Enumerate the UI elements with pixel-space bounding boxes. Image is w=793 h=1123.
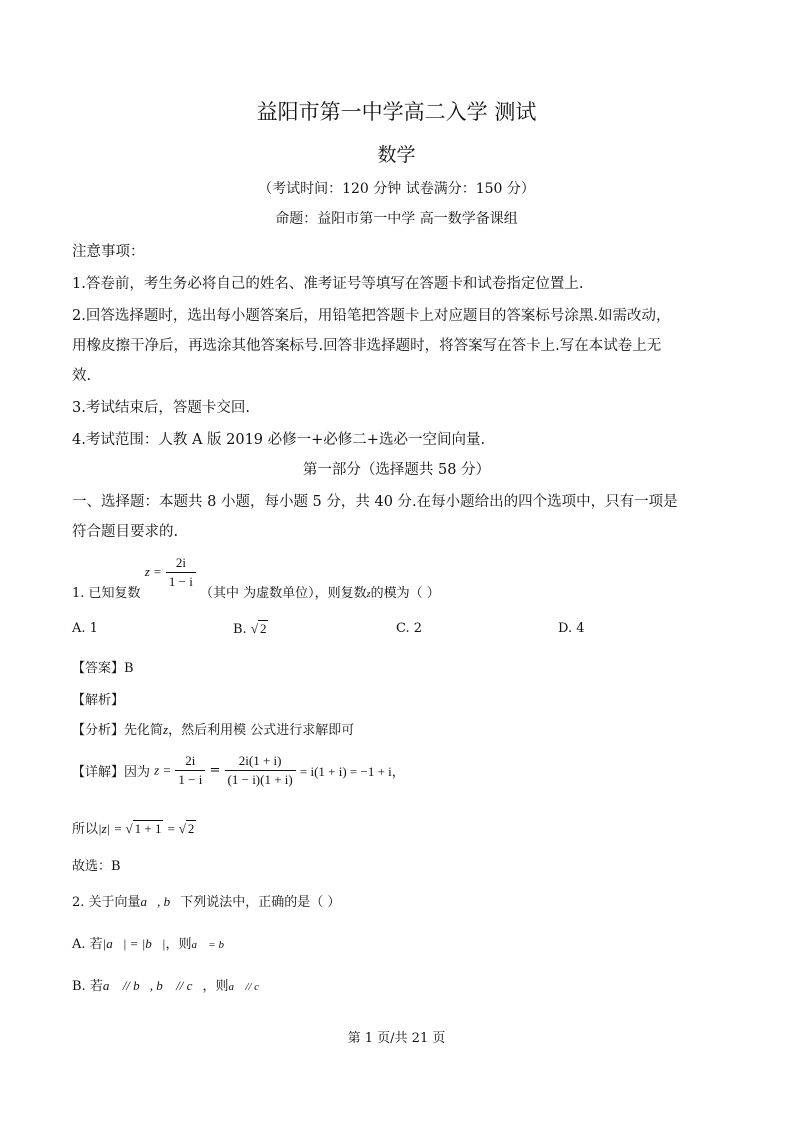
q1-fraction: $\frac{2i}{1 - i}$ bbox=[166, 554, 196, 591]
question-1-stem: 1. 已知复数 z = $\frac{2i}{1 - i}$ （其中 为虚数单位），则复数z的模为（ ） bbox=[72, 555, 440, 601]
question-2-stem: 2. 关于向量a⃗, b⃗下列说法中，正确的是（ ） bbox=[72, 894, 341, 910]
note-item-2a: 2.回答选择题时，选出每小题答案后，用铅笔把答题卡上对应题目的答案标号涂黑.如需改动， bbox=[72, 308, 671, 324]
q1-choice: 故选：B bbox=[72, 859, 121, 874]
q1-answer: 【答案】B bbox=[72, 661, 134, 676]
note-item-1: 1.答卷前，考生务必将自己的姓名、准考证号等填写在答题卡和试卷指定位置上. bbox=[72, 276, 584, 292]
q1-detail-fraction-1: $\frac{2i}{1 - i}$ bbox=[175, 752, 205, 789]
section-instruction-b: 符合题目要求的. bbox=[72, 524, 179, 540]
q1-option-a: A. 1 bbox=[72, 621, 98, 636]
section-title: 第一部分（选择题共 58 分） bbox=[302, 462, 491, 478]
notes-heading: 注意事项： bbox=[72, 244, 145, 260]
note-item-2b: 用橡皮擦干净后，再选涂其他答案标号.回答非选择题时，将答案写在答卡上.写在本试卷上无 bbox=[72, 338, 662, 354]
note-item-4: 4.考试范围：人教 A 版 2019 必修一+必修二+选必一空间向量. bbox=[72, 432, 486, 448]
q1-detail: 【详解】因为 z = $\frac{2i}{1 - i}$ = $\frac{2i(1 + i)}{(1 - i)(1 + i)}$ = i(1 + i) = −1 + i， bbox=[72, 753, 405, 787]
exam-author: 命题：益阳市第一中学 高一数学备课组 bbox=[275, 211, 518, 227]
page-title: 益阳市第一中学高二入学 测试 bbox=[256, 100, 537, 124]
q1-fenxi: 【分析】先化简z，然后利用模 公式进行求解即可 bbox=[72, 722, 355, 738]
q1-option-d: D. 4 bbox=[558, 621, 585, 636]
page-footer: 第 1 页/共 21 页 bbox=[347, 1031, 446, 1046]
q1-option-c: C. 2 bbox=[396, 621, 423, 636]
q1-option-b-sqrt: √ 2 bbox=[250, 621, 267, 636]
q1-detail-fraction-2: $\frac{2i(1 + i)}{(1 - i)(1 + i)}$ bbox=[225, 752, 296, 789]
q2-option-a: A. 若|a⃗| = |b⃗|，则a⃗ = b⃗ bbox=[72, 936, 233, 952]
q1-analysis-tag: 【解析】 bbox=[72, 693, 125, 708]
section-instruction-a: 一、选择题：本题共 8 小题，每小题 5 分，共 40 分.在每小题给出的四个选项中，只有一项是 bbox=[72, 494, 678, 510]
q1-option-b: B. √ 2 bbox=[233, 621, 267, 637]
note-item-2c: 效. bbox=[72, 368, 92, 384]
q2-option-b: B. 若a⃗ // b⃗, b⃗ // c⃗，则a⃗ // c⃗ bbox=[72, 978, 268, 994]
subject-title: 数学 bbox=[377, 144, 416, 166]
q1-modulus: 所以|z| = √ 1 + 1 = √ 2 bbox=[72, 821, 195, 837]
q2-vectors: a⃗, b⃗ bbox=[140, 894, 181, 909]
note-item-3: 3.考试结束后，答题卡交回. bbox=[72, 400, 250, 416]
exam-info: （考试时间：120 分钟 试卷满分：150 分） bbox=[258, 181, 535, 197]
